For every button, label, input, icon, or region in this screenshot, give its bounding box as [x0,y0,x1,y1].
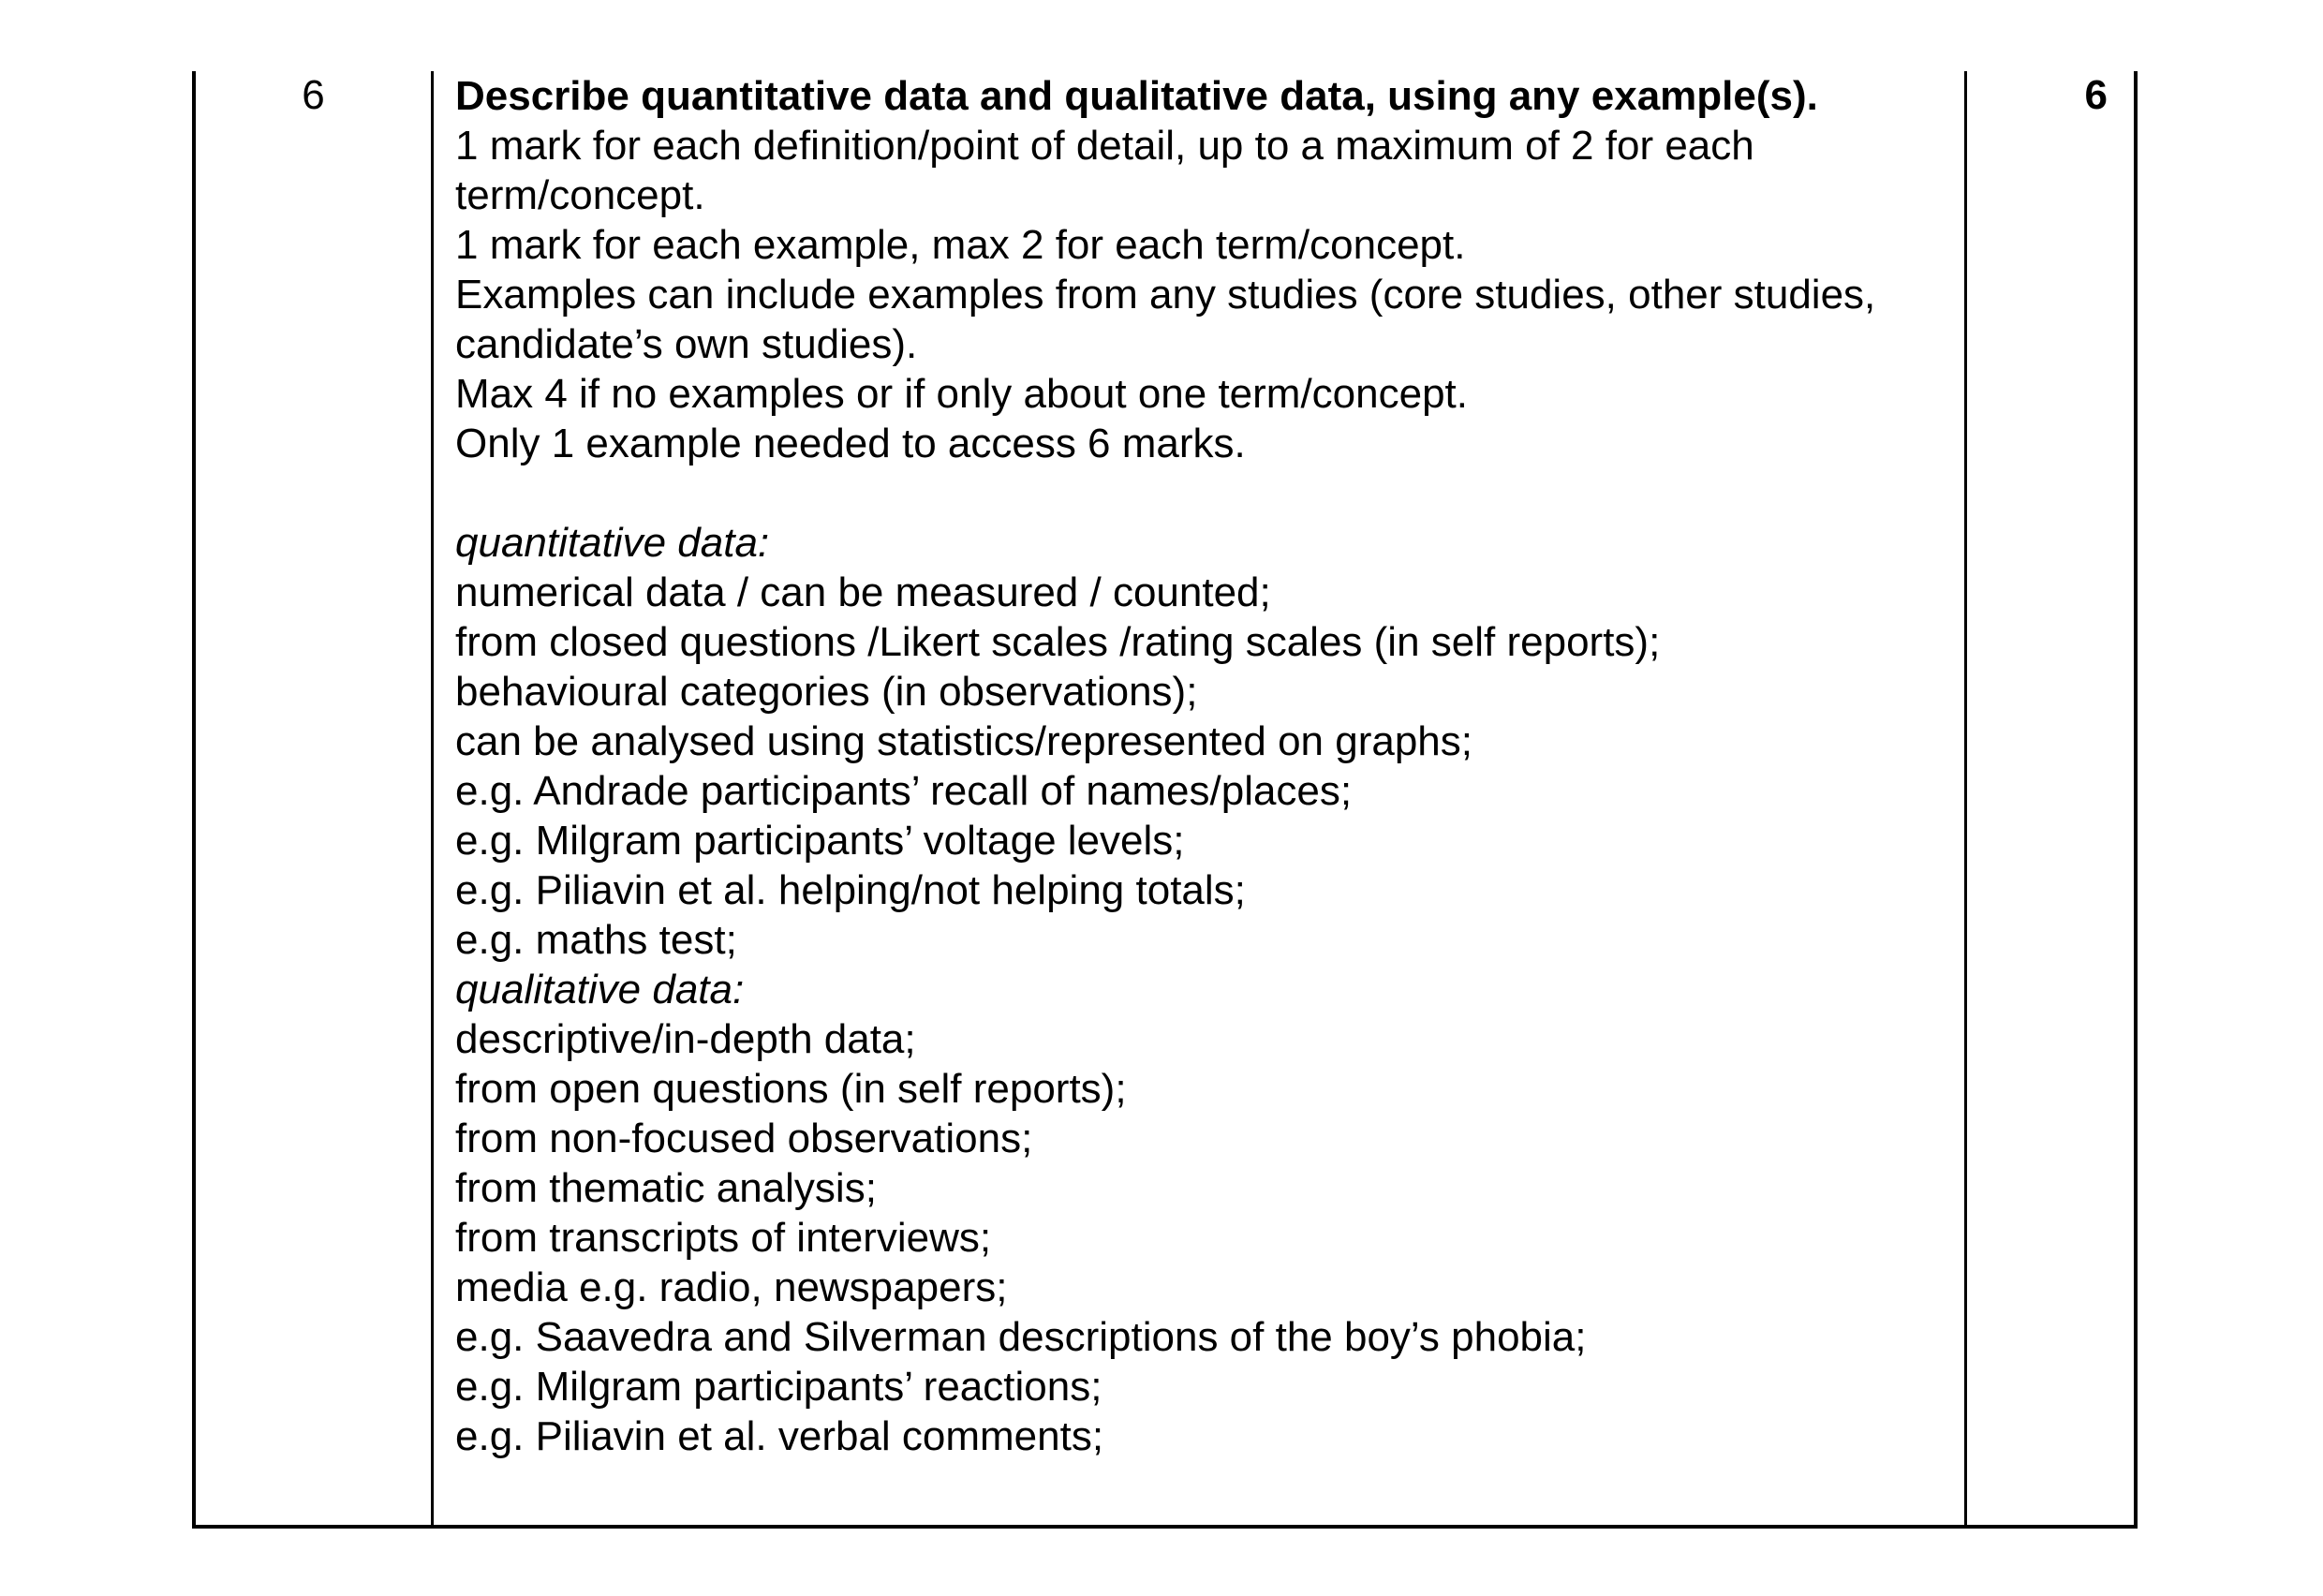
quantitative-point: numerical data / can be measured / counted; [455,569,1271,615]
question-number: 6 [302,72,325,118]
quantitative-point: e.g. Piliavin et al. helping/not helping totals; [455,867,1246,913]
guidance-line: 1 mark for each definition/point of detail, up to a maximum of 2 for each [455,123,1754,169]
qualitative-point: e.g. Saavedra and Silverman descriptions of the boy’s phobia; [455,1314,1587,1360]
qualitative-point: from thematic analysis; [455,1165,877,1211]
mark-scheme-table [192,71,2138,1529]
guidance-line: Examples can include examples from any studies (core studies, other studies, [455,272,1876,318]
column-divider [1964,71,1967,1525]
qualitative-heading: qualitative data: [455,967,745,1012]
quantitative-point: e.g. Andrade participants’ recall of names/places; [455,768,1353,814]
qualitative-point: from non-focused observations; [455,1116,1033,1161]
guidance-line: term/concept. [455,172,705,218]
qualitative-point: descriptive/in-depth data; [455,1016,916,1062]
column-divider [431,71,434,1525]
qualitative-point: e.g. Milgram participants’ reactions; [455,1364,1102,1410]
guidance-line: candidate’s own studies). [455,321,918,367]
guidance-line: Only 1 example needed to access 6 marks. [455,421,1246,466]
question-text: Describe quantitative data and qualitative data, using any example(s). [455,73,1818,119]
guidance-line: 1 mark for each example, max 2 for each term/concept. [455,222,1466,268]
qualitative-point: media e.g. radio, newspapers; [455,1264,1008,1310]
qualitative-point: e.g. Piliavin et al. verbal comments; [455,1413,1104,1459]
guidance-line: Max 4 if no examples or if only about one term/concept. [455,371,1469,417]
answer-cell [455,71,1954,1461]
qualitative-point: from open questions (in self reports); [455,1066,1127,1112]
quantitative-heading: quantitative data: [455,520,770,566]
quantitative-point: e.g. maths test; [455,917,737,963]
qualitative-point: from transcripts of interviews; [455,1215,992,1261]
quantitative-point: can be analysed using statistics/represented on graphs; [455,718,1472,764]
quantitative-point: from closed questions /Likert scales /rating scales (in self reports); [455,619,1661,665]
quantitative-point: e.g. Milgram participants’ voltage levels; [455,818,1185,864]
marks-value: 6 [2084,72,2108,118]
quantitative-point: behavioural categories (in observations); [455,669,1198,715]
